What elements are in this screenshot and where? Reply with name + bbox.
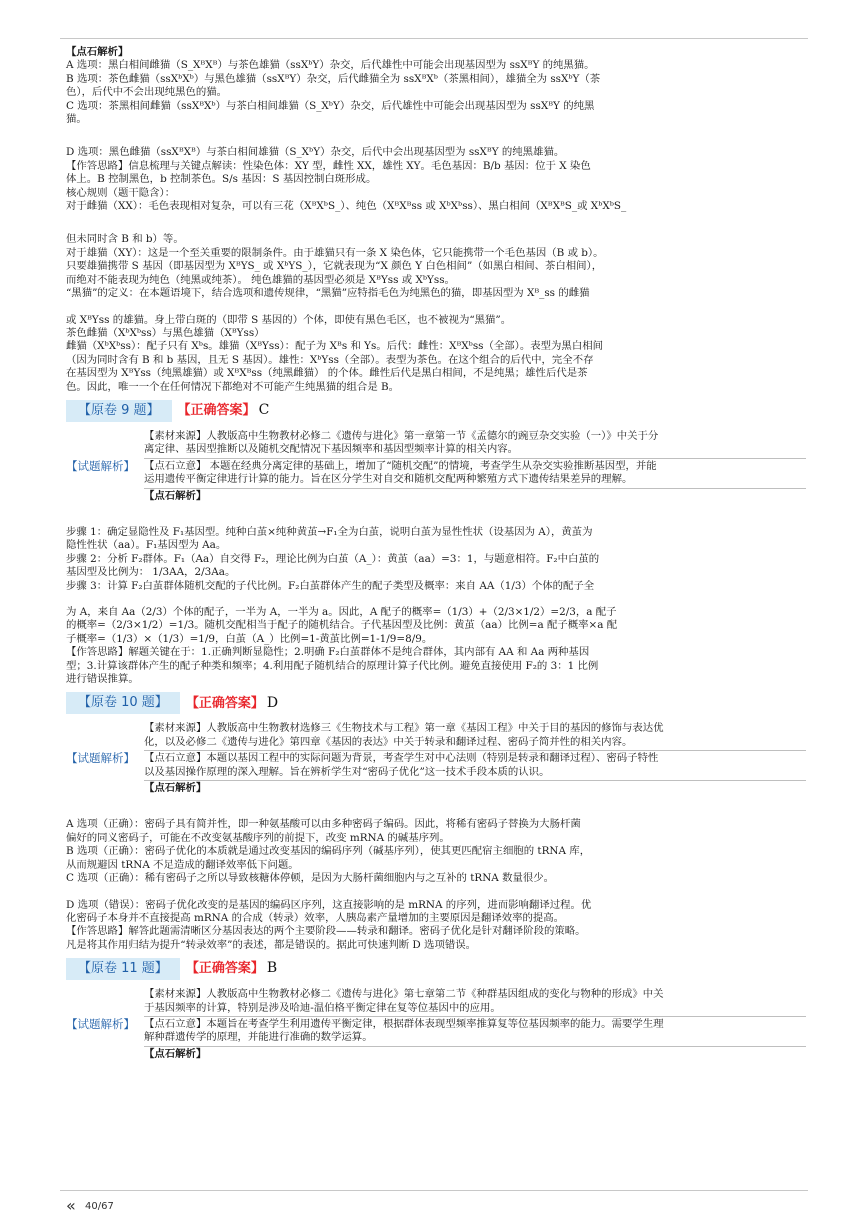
text-line: 化密码子本身并不直接提高 mRNA 的合成（转录）效率，人胰岛素产量增加的主要原因是翻译效率的提高。 bbox=[66, 911, 565, 924]
source-line: 于基因频率的计算，特别是涉及哈迪-温伯格平衡定律在复等位基因中的应用。 bbox=[144, 1001, 501, 1014]
intent-line: 【点石立意】本题以基因工程中的实际问题为背景，考查学生对中心法则（特别是转录和翻译过程）、密码子特性 bbox=[144, 752, 659, 765]
footer bbox=[66, 1196, 114, 1215]
question-number: 【原卷 11 题】 bbox=[66, 958, 180, 980]
footer-rule bbox=[60, 1190, 808, 1191]
text-line: 猫。 bbox=[66, 113, 87, 126]
text-line: 雌猫（XᵇXᵇss）：配子只有 Xᵇs。雄猫（XᴮYss）：配子为 Xᴮs 和 Ys。后代：雌性：XᴮXᵇss（全部）。表型为黑白相间 bbox=[66, 340, 603, 353]
text-line: 核心规则（题干隐含）： bbox=[66, 186, 176, 199]
intro-block-1 bbox=[66, 46, 806, 126]
header-rule bbox=[60, 38, 808, 39]
parse-heading: 【点石解析】 bbox=[144, 489, 207, 502]
source-line: 【素材来源】人教版高中生物教材选修三《生物技术与工程》第一章《基因工程》中关于目的基因的修饰与表达优 bbox=[144, 722, 664, 735]
text-line: C 选项：茶黑相间雌猫（ssXᴮXᵇ）与茶白相间雄猫（S_XᵇY）杂交，后代雄性中可能会出现基因型为 ssXᴮY 的纯黑 bbox=[66, 99, 595, 112]
text-line: 偏好的同义密码子，可能在不改变氨基酸序列的前提下，改变 mRNA 的碱基序列。 bbox=[66, 831, 450, 844]
question-number: 【原卷 9 题】 bbox=[66, 400, 172, 422]
text-line: 【作答思路】解答此题需清晰区分基因表达的两个主要阶段——转录和翻译。密码子优化是针对翻译阶段的策略。 bbox=[66, 925, 586, 938]
text-line: 或 XᴮYss 的雄猫。身上带白斑的（即带 S 基因的）个体，即使有黑色毛区，也不被视为“黑猫”。 bbox=[66, 313, 512, 326]
page-back-icon[interactable]: « bbox=[66, 1196, 76, 1215]
text-line: 为 A，来自 Aa（2/3）个体的配子，一半为 A，一半为 a。因此，A 配子的概率=（1/3）+（2/3×1/2）=2/3，a 配子 bbox=[66, 606, 617, 618]
text-line: B 选项（正确）：密码子优化的本质就是通过改变基因的编码序列（碱基序列），使其更匹配宿主细胞的 tRNA 库， bbox=[66, 845, 591, 858]
divider bbox=[144, 780, 806, 781]
text-line: 对于雌猫（XX）：毛色表现相对复杂，可以有三花（XᴮXᵇS_）、纯色（XᴮXᴮss 或 XᵇXᵇss）、黑白相间（XᴮXᴮS_或 XᵇXᵇS_ bbox=[66, 200, 627, 213]
divider bbox=[144, 1046, 806, 1047]
text-line: 只要雄猫携带 S 基因（即基因型为 XᴮYS_ 或 XᵇYS_），它就表现为“X 颜色 Y 白色相间”（如黑白相间、茶白相间）， bbox=[66, 260, 603, 273]
text-line: 【点石解析】 bbox=[66, 46, 129, 58]
analysis-label: 【试题解析】 bbox=[66, 1016, 135, 1031]
question-9-analysis bbox=[66, 430, 806, 503]
text-line: 但未同时含 B 和 b）等。 bbox=[66, 233, 184, 246]
question-9-body bbox=[66, 526, 806, 686]
text-line: C 选项（正确）：稀有密码子之所以导致核糖体停顿，是因为大肠杆菌细胞内与之互补的 tRNA 数量很少。 bbox=[66, 872, 555, 885]
answer-label: 【正确答案】 bbox=[185, 695, 264, 711]
answer-value: C bbox=[258, 402, 270, 419]
source-line: 化，以及必修二《遗传与进化》第四章《基因的表达》中关于转录和翻译过程、密码子简并性的相关内容。 bbox=[144, 735, 633, 748]
text-line: 色。因此，唯一一个在任何情况下都绝对不可能产生纯黑猫的组合是 B。 bbox=[66, 380, 400, 393]
text-line: 进行错误推算。 bbox=[66, 673, 139, 686]
answer-value: B bbox=[266, 960, 278, 977]
intent-line: 【点石立意】本题旨在考查学生利用遗传平衡定律，根据群体表现型频率推算复等位基因频率的能力。需要学生理 bbox=[144, 1017, 664, 1030]
text-line: 茶色雌猫（XᵇXᵇss）与黑色雄猫（XᴮYss） bbox=[66, 326, 265, 339]
divider bbox=[144, 1016, 806, 1017]
intent-line: 运用遗传平衡定律进行计算的能力。旨在区分学生对自交和随机交配两种繁殖方式下遗传结果差异的理解。 bbox=[144, 473, 633, 486]
source-line: 离定律、基因型推断以及随机交配情况下基因频率和基因型频率计算的相关内容。 bbox=[144, 443, 519, 456]
text-line: 色），后代中不会出现纯黑色的猫。 bbox=[66, 86, 228, 99]
divider bbox=[144, 458, 806, 459]
text-line: 凡是将其作用归结为提升“转录效率”的表述，都是错误的。据此可快速判断 D 选项错误。 bbox=[66, 938, 477, 951]
question-11-analysis bbox=[66, 988, 806, 1061]
answer-value: D bbox=[266, 694, 279, 711]
question-10-header bbox=[66, 692, 806, 714]
text-line: 从而规避因 tRNA 不足造成的翻译效率低下问题。 bbox=[66, 858, 299, 871]
intro-block-2 bbox=[66, 146, 806, 213]
parse-heading: 【点石解析】 bbox=[144, 782, 207, 795]
divider bbox=[144, 488, 806, 489]
text-line: 体上。B 控制黑色，b 控制茶色。S/s 基因：S 基因控制白斑形成。 bbox=[66, 173, 377, 186]
answer-label: 【正确答案】 bbox=[177, 403, 256, 419]
question-10-body bbox=[66, 818, 806, 952]
text-line: B 选项：茶色雌猫（ssXᵇXᵇ）与黑色雄猫（ssXᴮY）杂交，后代雌猫全为 ssXᴮXᵇ（茶黑相间），雄猫全为 ssXᵇY（茶 bbox=[66, 72, 601, 85]
question-9-header bbox=[66, 400, 806, 422]
text-line: 的概率=（2/3×1/2）=1/3。随机交配相当于配子的随机结合。子代基因型及比例：黄茧（aa）比例=a 配子概率×a 配 bbox=[66, 619, 618, 632]
text-line: 在基因型为 XᴮYss（纯黑雄猫）或 XᴮXᴮss（纯黑雌猫） 的个体。雌性后代是黑白相间，不是纯黑；雄性后代是茶 bbox=[66, 367, 588, 380]
parse-heading: 【点石解析】 bbox=[144, 1047, 207, 1060]
text-line: 子概率=（1/3）×（1/3）=1/9，白茧（A_）比例=1-黄茧比例=1-1/9=8/9。 bbox=[66, 632, 433, 645]
text-line: 而绝对不能表现为纯色（纯黑或纯茶）。 纯色雄猫的基因型必须是 XᴮYss 或 XᵇYss。 bbox=[66, 273, 455, 286]
text-line: D 选项：黑色雌猫（ssXᴮXᴮ）与茶白相间雄猫（S_XᵇY）杂交，后代中会出现基因型为 ssXᴮY 的纯黑雄猫。 bbox=[66, 146, 565, 159]
text-line: A 选项：黑白相间雌猫（S_XᴮXᴮ）与茶色雄猫（ssXᵇY）杂交，后代雄性中可能会出现基因型为 ssXᴮY 的纯黑猫。 bbox=[66, 59, 595, 72]
intent-line: 【点石立意】 本题在经典分离定律的基础上，增加了“随机交配”的情境，考查学生从杂交实验推断基因型，并能 bbox=[144, 459, 657, 472]
source-line: 【素材来源】人教版高中生物教材必修二《遗传与进化》第一章第一节《孟德尔的豌豆杂交实验（一）》中关于分 bbox=[144, 429, 659, 442]
question-number: 【原卷 10 题】 bbox=[66, 692, 180, 714]
text-line: 基因型及比例为： 1/3AA，2/3Aa。 bbox=[66, 566, 236, 579]
intent-line: 以及基因操作原理的深入理解。旨在辨析学生对“密码子优化”这一技术手段本质的认识。 bbox=[144, 765, 550, 778]
text-line: 对于雄猫（XY）：这是一个至关重要的限制条件。由于雄猫只有一条 X 染色体，它只能携带一个毛色基因（B 或 b）。 bbox=[66, 246, 604, 259]
text-line: 步骤 1：确定显隐性及 F₁基因型。纯种白茧×纯种黄茧→F₁全为白茧，说明白茧为显性性状（设基因为 A），黄茧为 bbox=[66, 525, 593, 538]
analysis-label: 【试题解析】 bbox=[66, 458, 135, 473]
text-line: 步骤 3：计算 F₂白茧群体随机交配的子代比例。F₂白茧群体产生的配子类型及概率：来自 AA（1/3）个体的配子全 bbox=[66, 579, 595, 592]
intro-block-4 bbox=[66, 314, 806, 394]
text-line: （因为同时含有 B 和 b 基因，且无 S 基因）。雄性：XᵇYss（全部）。表型为茶色。在这个组合的后代中，完全不存 bbox=[66, 353, 594, 366]
text-line: 型；3.计算该群体产生的配子种类和频率；4.利用配子随机结合的原理计算子代比例。避免直接使用 F₂的 3：1 比例 bbox=[66, 659, 599, 672]
intent-line: 解种群遗传学的原理，并能进行准确的数学运算。 bbox=[144, 1031, 373, 1044]
page-number: 40/67 bbox=[84, 1201, 114, 1212]
question-10-analysis bbox=[66, 722, 806, 795]
text-line: 【作答思路】信息梳理与关键点解读：性染色体：XY 型，雌性 XX，雄性 XY。毛色基因：B/b 基因：位于 X 染色 bbox=[66, 159, 591, 172]
page-content bbox=[66, 46, 806, 1071]
text-line: 隐性性状（aa）。F₁基因型为 Aa。 bbox=[66, 539, 227, 552]
text-line: “黑猫”的定义：在本题语境下，结合选项和遗传规律，“黑猫”应特指毛色为纯黑色的猫，即基因型为 Xᴮ_ss 的雌猫 bbox=[66, 287, 590, 300]
intro-block-3 bbox=[66, 233, 806, 300]
question-11-header bbox=[66, 958, 806, 980]
text-line: 步骤 2：分析 F₂群体。F₁（Aa）自交得 F₂，理论比例为白茧（A_）：黄茧（aa）=3：1，与题意相符。F₂中白茧的 bbox=[66, 552, 600, 565]
answer-label: 【正确答案】 bbox=[185, 961, 264, 977]
text-line: D 选项（错误）：密码子优化改变的是基因的编码区序列，这直接影响的是 mRNA 的序列，进而影响翻译过程。优 bbox=[66, 898, 592, 911]
text-line: A 选项（正确）：密码子具有简并性，即一种氨基酸可以由多种密码子编码。因此，将稀有密码子替换为大肠杆菌 bbox=[66, 818, 581, 831]
source-line: 【素材来源】人教版高中生物教材必修二《遗传与进化》第七章第二节《种群基因组成的变化与物种的形成》中关 bbox=[144, 988, 664, 1001]
analysis-label: 【试题解析】 bbox=[66, 751, 135, 766]
text-line: 【作答思路】解题关键在于：1.正确判断显隐性；2.明确 F₂白茧群体不是纯合群体，其内部有 AA 和 Aa 两种基因 bbox=[66, 646, 590, 659]
